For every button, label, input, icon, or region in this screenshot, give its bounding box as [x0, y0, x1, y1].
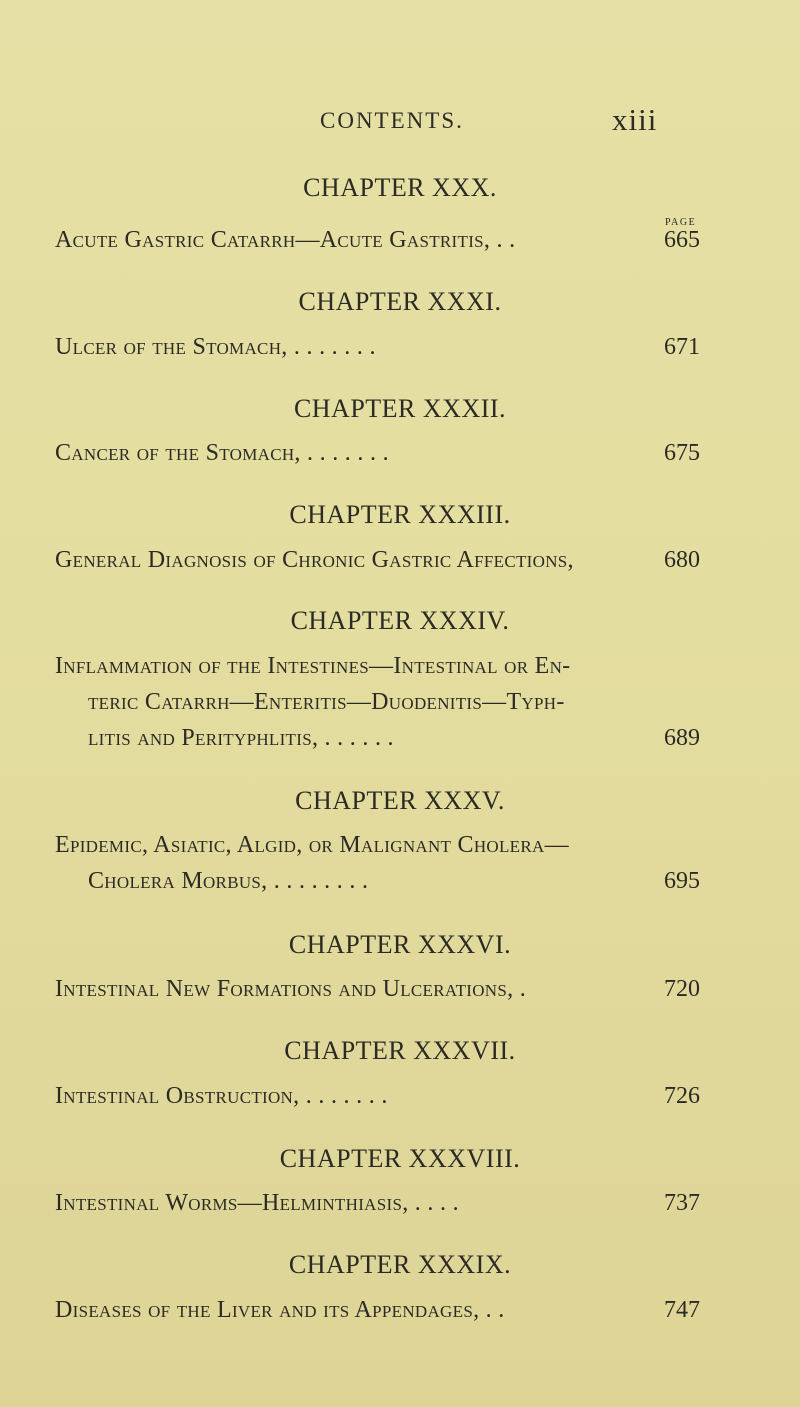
- toc-entry-continuation: [0, 868, 800, 904]
- toc-entry: [0, 334, 800, 370]
- toc-entry-page: 737: [664, 1190, 700, 1216]
- chapter-heading: CHAPTER XXXVII.: [284, 1036, 516, 1065]
- toc-entry: [0, 1083, 800, 1119]
- toc-entry-title: Ulcer of the Stomach, . . . . . . .: [55, 334, 376, 360]
- toc-entry-title: General Diagnosis of Chronic Gastric Affections,: [55, 547, 574, 573]
- toc-entry-title: Epidemic, Asiatic, Algid, or Malignant Cholera—: [55, 832, 569, 858]
- running-head-title: CONTENTS.: [320, 108, 464, 133]
- running-head: [0, 102, 800, 148]
- toc-entry-title: Cancer of the Stomach, . . . . . . .: [55, 440, 389, 466]
- chapter-heading: CHAPTER XXX.: [303, 173, 497, 202]
- toc-entry: [0, 440, 800, 476]
- chapter-heading: CHAPTER XXXI.: [298, 287, 502, 316]
- toc-entry-title: Intestinal New Formations and Ulcerations, .: [55, 976, 527, 1002]
- toc-entry: [0, 976, 800, 1012]
- toc-entry: [0, 832, 800, 868]
- toc-entry-title: Intestinal Obstruction, . . . . . . .: [55, 1083, 388, 1109]
- toc-entry: [0, 1297, 800, 1333]
- chapter-heading: CHAPTER XXXVI.: [288, 930, 512, 959]
- chapter-heading: CHAPTER XXXVIII.: [279, 1144, 521, 1173]
- toc-entry-page: 689: [664, 725, 700, 751]
- toc-entry-page: 675: [664, 440, 700, 466]
- chapter-heading: CHAPTER XXXIII.: [289, 500, 511, 529]
- toc-entry-title: Intestinal Worms—Helminthiasis, . . . .: [55, 1190, 459, 1216]
- running-head-page-number: xiii: [612, 102, 658, 137]
- toc-entry-page: 671: [664, 334, 700, 360]
- chapter-heading: CHAPTER XXXII.: [293, 394, 507, 423]
- toc-entry-page: 680: [664, 547, 700, 573]
- chapter-heading: CHAPTER XXXV.: [295, 786, 505, 815]
- toc-entry-page: 726: [664, 1083, 700, 1109]
- toc-entry-title: teric Catarrh—Enteritis—Duodenitis—Typh-: [88, 689, 565, 715]
- page-column-label: PAGE: [665, 217, 697, 228]
- toc-entry-page: 720: [664, 976, 700, 1002]
- chapter-heading: CHAPTER XXXIV.: [290, 606, 510, 635]
- toc-entry-page: 695: [664, 868, 700, 894]
- toc-entry-title: Acute Gastric Catarrh—Acute Gastritis, . .: [55, 227, 516, 253]
- toc-entry-continuation: [0, 689, 800, 725]
- toc-entry: [0, 547, 800, 583]
- chapter-heading: CHAPTER XXXIX.: [288, 1250, 512, 1279]
- toc-entry-title: litis and Perityphlitis, . . . . . .: [88, 725, 394, 751]
- toc-entry-continuation: [0, 725, 800, 761]
- toc-entry-page: 747: [664, 1297, 700, 1323]
- toc-entry-page: 665: [664, 227, 700, 253]
- toc-entry: [0, 1190, 800, 1226]
- toc-entry: [0, 227, 800, 263]
- toc-entry: [0, 653, 800, 689]
- toc-entry-title: Cholera Morbus, . . . . . . . .: [88, 868, 369, 894]
- toc-entry-title: Inflammation of the Intestines—Intestinal or En-: [55, 653, 571, 679]
- toc-entry-title: Diseases of the Liver and its Appendages, . .: [55, 1297, 505, 1323]
